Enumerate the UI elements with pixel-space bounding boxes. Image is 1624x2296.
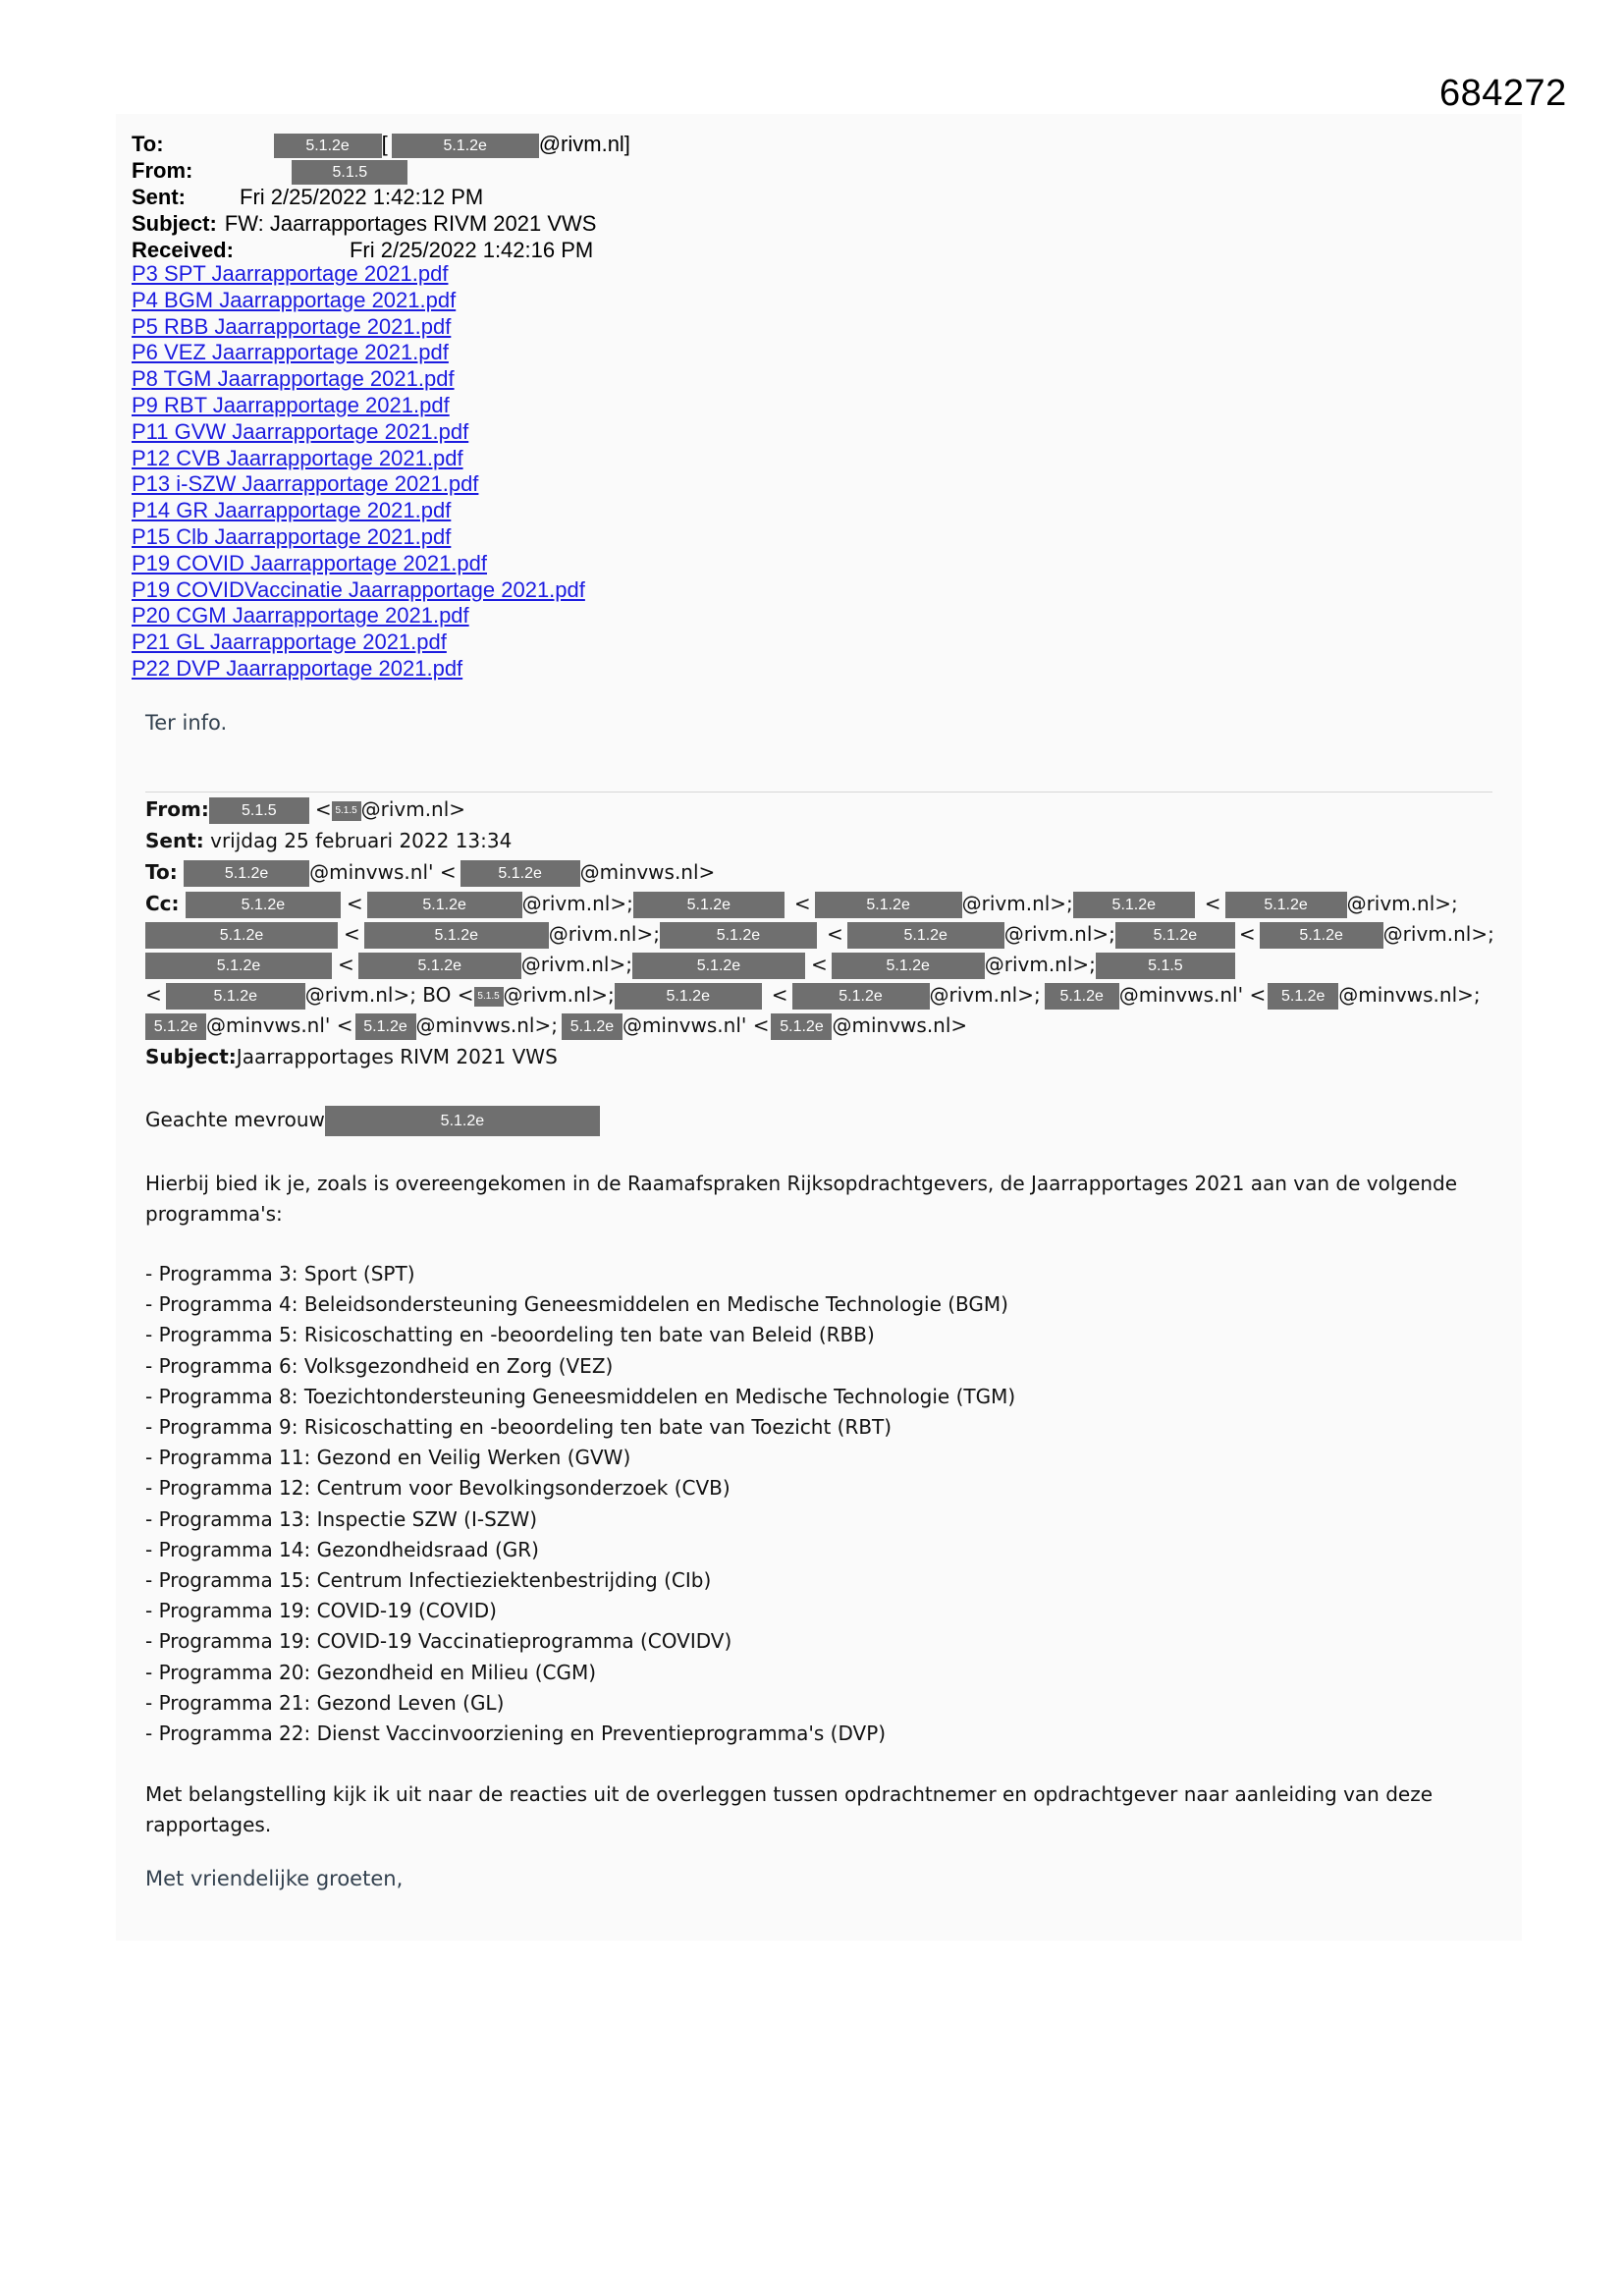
to-label: To: <box>132 132 164 156</box>
redaction-block: 5.1.2e <box>815 892 962 918</box>
greeting: Geachte mevrouw <box>145 1108 325 1131</box>
redaction-block: 5.1.2e <box>184 860 309 887</box>
list-item: - Programma 12: Centrum voor Bevolkingsonderzoek (CVB) <box>145 1476 731 1501</box>
subject-label: Subject: <box>132 211 217 236</box>
header-to-row <box>132 131 630 158</box>
attachment-link[interactable]: P12 CVB Jaarrapportage 2021.pdf <box>132 445 463 470</box>
redaction-block: 5.1.5 <box>474 987 504 1007</box>
attachment-list <box>132 261 585 683</box>
closing-text: Met vriendelijke groeten, <box>145 1867 404 1890</box>
header-received-row <box>132 237 593 263</box>
redaction-block: 5.1.2e <box>632 953 805 979</box>
cc-domain: @rivm.nl>; <box>961 892 1073 915</box>
redaction-block: 5.1.2e <box>145 1013 206 1040</box>
attachment-link[interactable]: P9 RBT Jaarrapportage 2021.pdf <box>132 392 450 417</box>
fwd-subject-value: Jaarrapportages RIVM 2021 VWS <box>236 1045 558 1068</box>
list-item: - Programma 3: Sport (SPT) <box>145 1262 415 1285</box>
redaction-block: 5.1.2e <box>1045 983 1119 1010</box>
document-number: 684272 <box>1439 73 1567 114</box>
attachment-link[interactable]: P11 GVW Jaarrapportage 2021.pdf <box>132 418 469 444</box>
attachment-link[interactable]: P19 COVID Jaarrapportage 2021.pdf <box>132 550 488 575</box>
attachment-link[interactable]: P6 VEZ Jaarrapportage 2021.pdf <box>132 340 449 365</box>
list-item: - Programma 20: Gezondheid en Milieu (CGM) <box>145 1660 597 1684</box>
redaction-block: 5.1.2e <box>633 892 785 918</box>
list-item: - Programma 13: Inspectie SZW (I-SZW) <box>145 1506 538 1531</box>
bracket: [ <box>381 132 388 156</box>
cc-domain: @rivm.nl>; <box>520 953 632 976</box>
attachment-link[interactable]: P19 COVIDVaccinatie Jaarrapportage 2021.pdf <box>132 576 585 602</box>
cc-domain: @rivm.nl>; <box>984 953 1096 976</box>
list-item: - Programma 9: Risicoschatting en -beoordeling ten bate van Toezicht (RBT) <box>145 1415 893 1440</box>
header-from-row <box>132 157 407 185</box>
lt: < <box>826 922 843 946</box>
to-end: @minvws.nl> <box>579 860 716 884</box>
programme-list <box>145 1259 1015 1749</box>
redaction-block: 5.1.2e <box>367 892 522 918</box>
list-item: - Programma 5: Risicoschatting en -beoordeling ten bate van Beleid (RBB) <box>145 1323 875 1347</box>
lt: < <box>346 892 363 915</box>
redaction-block: 5.1.2e <box>355 1013 416 1040</box>
sent-label: Sent: <box>132 185 186 209</box>
list-item: - Programma 11: Gezond en Veilig Werken (GVW) <box>145 1446 631 1470</box>
redaction-block: 5.1.2e <box>1225 892 1347 918</box>
cc-minvws: @minvws.nl>; <box>415 1013 558 1037</box>
cc-minvws: @minvws.nl' < <box>622 1013 770 1037</box>
cc-minvws: @minvws.nl>; <box>1338 983 1481 1007</box>
list-item: - Programma 22: Dienst Vaccinvoorziening en Preventieprogramma's (DVP) <box>145 1722 887 1746</box>
fwd-from-row <box>145 795 465 824</box>
redaction-block: 5.1.2e <box>186 892 341 918</box>
outro-paragraph: Met belangstelling kijk ik uit naar de reacties uit de overleggen tussen opdrachtnemer en opdrachtgever naar aanleiding van deze rapportages. <box>145 1782 1434 1836</box>
fwd-to-row <box>145 858 715 887</box>
redaction-block: 5.1.2e <box>771 1013 832 1040</box>
cc-domain: @rivm.nl>; <box>1346 892 1458 915</box>
fwd-from-domain: @rivm.nl> <box>360 797 466 821</box>
lt: < <box>810 953 828 976</box>
lt: < <box>1238 922 1256 946</box>
fwd-sent-label: Sent: <box>145 829 204 852</box>
intro-paragraph: Hierbij bied ik je, zoals is overeengekomen in de Raamafspraken Rijksopdrachtgevers, de Jaarrapportages 2021 aan van de volgende programma's: <box>145 1172 1458 1226</box>
ter-info-text: Ter info. <box>145 711 228 735</box>
redaction-block: 5.1.2e <box>1260 922 1383 949</box>
fwd-cc-label: Cc: <box>145 892 180 915</box>
cc-line-2 <box>145 920 1494 949</box>
received-value: Fri 2/25/2022 1:42:16 PM <box>349 238 594 262</box>
attachment-link[interactable]: P3 SPT Jaarrapportage 2021.pdf <box>132 261 449 286</box>
fwd-subject-row <box>145 1043 558 1070</box>
cc-line-3 <box>145 951 1235 979</box>
redaction-block: 5.1.2e <box>364 922 549 949</box>
redaction-block: 5.1.2e <box>325 1106 600 1136</box>
subject-value: FW: Jaarrapportages RIVM 2021 VWS <box>224 211 597 236</box>
lt: < <box>793 892 811 915</box>
attachment-link[interactable]: P8 TGM Jaarrapportage 2021.pdf <box>132 366 455 392</box>
cc-line-5 <box>145 1011 967 1040</box>
fwd-to-label: To: <box>145 860 178 884</box>
list-item: - Programma 4: Beleidsondersteuning Geneesmiddelen en Medische Technologie (BGM) <box>145 1292 1008 1317</box>
list-item: - Programma 8: Toezichtondersteuning Geneesmiddelen en Medische Technologie (TGM) <box>145 1384 1016 1408</box>
received-label: Received: <box>132 238 234 262</box>
redaction-block: 5.1.2e <box>562 1013 623 1040</box>
lt: < <box>1204 892 1221 915</box>
redaction-block: 5.1.2e <box>1073 892 1195 918</box>
sent-value: Fri 2/25/2022 1:42:12 PM <box>240 185 484 209</box>
lt: < <box>344 922 360 946</box>
attachment-link[interactable]: P21 GL Jaarrapportage 2021.pdf <box>132 629 447 655</box>
cc-domain: @rivm.nl>; <box>929 983 1041 1007</box>
cc-domain: @rivm.nl>; <box>1382 922 1494 946</box>
divider <box>145 792 1492 793</box>
redaction-block: 5.1.5 <box>292 160 407 185</box>
redaction-block: 5.1.2e <box>1268 983 1338 1010</box>
redaction-block: 5.1.5 <box>332 801 361 821</box>
greeting-row <box>145 1106 600 1136</box>
attachment-link[interactable]: P20 CGM Jaarrapportage 2021.pdf <box>132 603 469 629</box>
redaction-block: 5.1.5 <box>1096 953 1235 979</box>
redaction-block: 5.1.5 <box>209 797 309 824</box>
redaction-block: 5.1.2e <box>358 953 521 979</box>
list-item: - Programma 19: COVID-19 (COVID) <box>145 1599 497 1623</box>
fwd-from-label: From: <box>145 797 209 821</box>
redaction-block: 5.1.2e <box>792 983 930 1010</box>
redaction-block: 5.1.2e <box>1115 922 1235 949</box>
fwd-sent-value: vrijdag 25 februari 2022 13:34 <box>210 829 513 852</box>
list-item: - Programma 21: Gezond Leven (GL) <box>145 1690 505 1715</box>
redaction-block: 5.1.2e <box>392 134 539 158</box>
redaction-block: 5.1.2e <box>274 134 382 158</box>
header-subject-row <box>132 210 596 237</box>
cc-line-1 <box>145 890 1458 918</box>
redaction-block: 5.1.2e <box>660 922 817 949</box>
cc-bo: @rivm.nl>; BO < <box>304 983 474 1007</box>
cc-line-4 <box>145 981 1481 1010</box>
lt: < <box>338 953 354 976</box>
lt: < <box>314 797 332 821</box>
redaction-block: 5.1.2e <box>460 860 580 887</box>
fwd-subject-label: Subject: <box>145 1045 237 1068</box>
fwd-sent-row <box>145 827 512 854</box>
attachment-link[interactable]: P5 RBB Jaarrapportage 2021.pdf <box>132 313 452 339</box>
attachment-link[interactable]: P22 DVP Jaarrapportage 2021.pdf <box>132 655 463 681</box>
to-mid: @minvws.nl' < <box>309 860 457 884</box>
attachment-link[interactable]: P14 GR Jaarrapportage 2021.pdf <box>132 498 452 523</box>
cc-minvws: @minvws.nl> <box>832 1013 968 1037</box>
cc-minvws: @minvws.nl' < <box>206 1013 353 1037</box>
list-item: - Programma 14: Gezondheidsraad (GR) <box>145 1537 539 1561</box>
attachment-link[interactable]: P15 Clb Jaarrapportage 2021.pdf <box>132 523 452 549</box>
redaction-block: 5.1.2e <box>166 983 305 1010</box>
cc-domain: @rivm.nl>; <box>1003 922 1115 946</box>
redaction-block: 5.1.2e <box>832 953 985 979</box>
header-sent-row <box>132 184 483 210</box>
redaction-block: 5.1.2e <box>615 983 762 1010</box>
cc-domain: @rivm.nl>; <box>503 983 615 1007</box>
from-label: From: <box>132 158 193 183</box>
attachment-link[interactable]: P13 i-SZW Jaarrapportage 2021.pdf <box>132 471 479 497</box>
cc-domain: @rivm.nl>; <box>548 922 660 946</box>
list-item: - Programma 19: COVID-19 Vaccinatieprogramma (COVIDV) <box>145 1629 732 1654</box>
to-domain: @rivm.nl] <box>538 132 630 156</box>
lt: < <box>145 983 162 1007</box>
list-item: - Programma 6: Volksgezondheid en Zorg (VEZ) <box>145 1353 614 1378</box>
redaction-block: 5.1.2e <box>145 922 338 949</box>
redaction-block: 5.1.2e <box>847 922 1004 949</box>
cc-domain: @rivm.nl>; <box>521 892 633 915</box>
cc-minvws: @minvws.nl' < <box>1118 983 1267 1007</box>
redaction-block: 5.1.2e <box>145 953 332 979</box>
list-item: - Programma 15: Centrum Infectieziektenbestrijding (CIb) <box>145 1568 712 1593</box>
lt: < <box>771 983 788 1007</box>
attachment-link[interactable]: P4 BGM Jaarrapportage 2021.pdf <box>132 287 457 312</box>
